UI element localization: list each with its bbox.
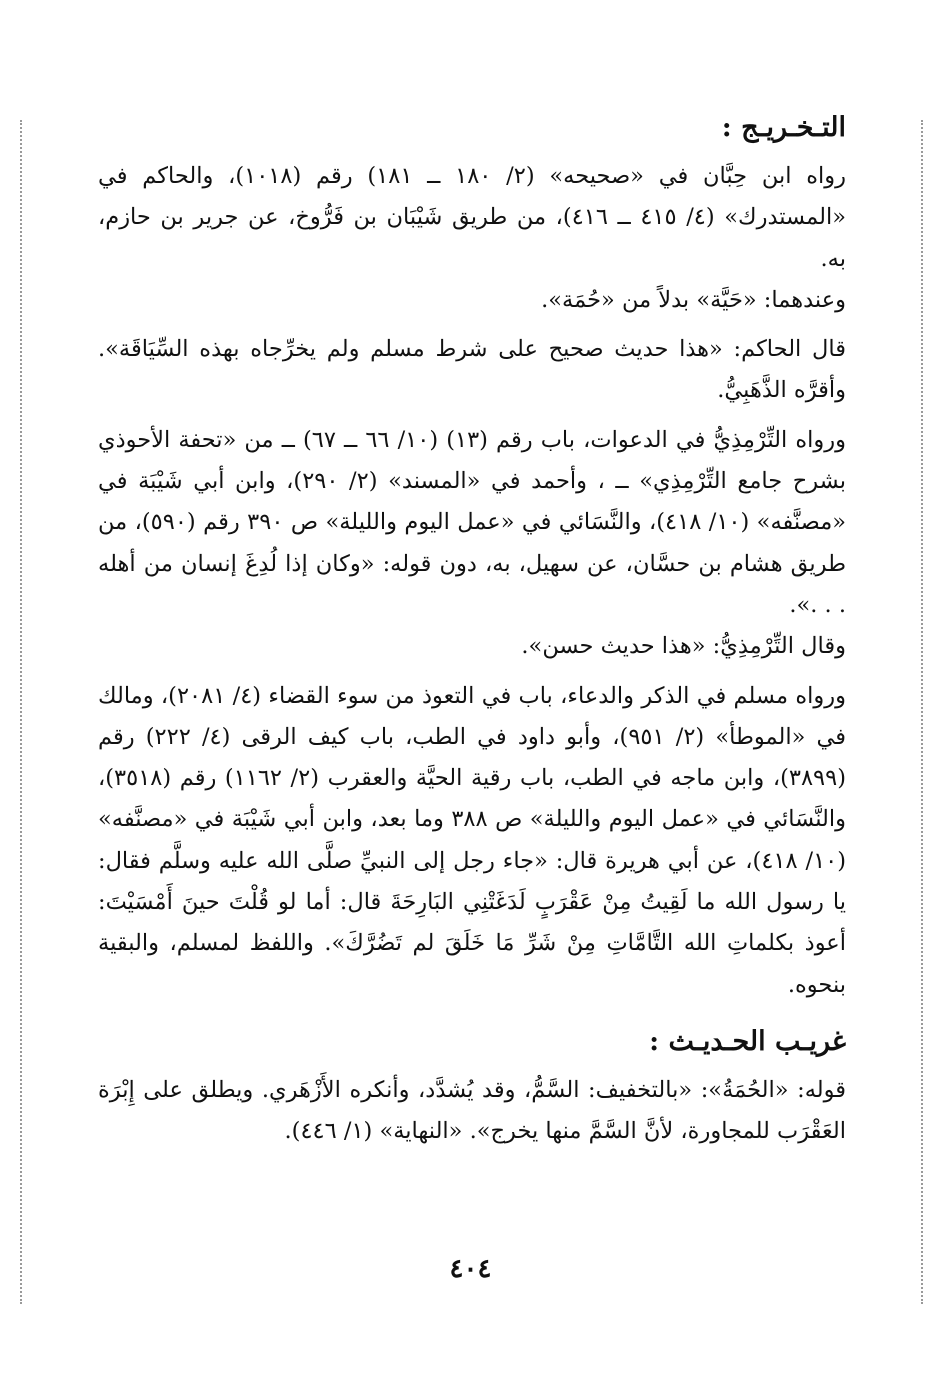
- section-heading-takhrij: التـخـريـج :: [721, 112, 846, 143]
- paragraph-muslim-narration: ورواه مسلم في الذكر والدعاء، باب في التعوذ من سوء القضاء (٤/ ٢٠٨١)، ومالك في «الموطأ» (٢/ ٩٥١)، وأبو داود في الطب، باب كيف الرقى (٤/ ٢٢٢) رقم (٣٨٩٩)، وابن ماجه في الطب، باب رقية الحيَّة والعقرب (٢/ ١١٦٢) رقم (٣٥١٨)، والنَّسَائي في «عمل اليوم والليلة» ص ٣٨٨ وما بعد، وابن أبي شَيْبَة في «مصنَّفه» (١٠/ ٤١٨)، عن أبي هريرة قال: «جاء رجل إلى النبيِّ صلَّى الله عليه وسلَّم فقال: يا رسول الله ما لَقِيتُ مِنْ عَقْرَبٍ لَدَغَتْنِي البَارِحَةَ قال: أما لو قُلْتَ حينَ أَمْسَيْتَ: أعوذ بكلماتِ الله التَّامَّاتِ مِنْ شَرِّ مَا خَلَقَ لم تَضُرَّكَ». واللفظ لمسلم، والبقية بنحوه.: [98, 682, 847, 998]
- paragraph-hakim-grading: قال الحاكم: «هذا حديث صحيح على شرط مسلم ولم يخرِّجاه بهذه السِّيَاقَة». وأقرَّه الذَّهَبِيُّ.: [98, 336, 846, 404]
- book-page: [98, 108, 846, 1153]
- paragraph-ibn-hibban: رواه ابن حِبَّان في «صحيحه» (٢/ ١٨٠ ــ ١٨١) رقم (١٠١٨)، والحاكم في «المستدرك» (٤/ ٤١٥ ــ ٤١٦)، من طريق شَيْبَان بن فَرُّوخ، عن جرير بن حازم، به.: [98, 163, 846, 272]
- section-heading-gharib: غريـب الحـديـث :: [649, 1025, 846, 1057]
- right-margin-dots: [921, 120, 923, 1304]
- paragraph-tirmidhi-grading: وقال التِّرْمِذِيُّ: «هذا حديث حسن».: [521, 633, 846, 660]
- page-number: ٤٠٤: [449, 1254, 492, 1284]
- paragraph-gharib-definition: قوله: «الحُمَةُ»: «بالتخفيف: السَّمُّ، وقد يُشدَّد، وأنكره الأَزْهَري. ويطلق على إِبْرَة العَقْرَب للمجاورة، لأنَّ السَّمَّ منها يخرج». «النهاية» (١/ ٤٤٦).: [98, 1076, 846, 1145]
- paragraph-tirmidhi-narration: ورواه التِّرْمِذِيُّ في الدعوات، باب رقم (١٣) (١٠/ ٦٦ ــ ٦٧) ــ من «تحفة الأحوذي بشرح جامع التِّرْمِذِي» ــ ، وأحمد في «المسند» (٢/ ٢٩٠)، وابن أبي شَيْبَة في «مصنَّفه» (١٠/ ٤١٨)، والنَّسَائي في «عمل اليوم والليلة» ص ٣٩٠ رقم (٥٩٠)، من طريق هشام بن حسَّان، عن سهيل، به، دون قوله: «وكان إذا لُدِغَ إنسان من أهله . . .».: [98, 426, 847, 618]
- paragraph-wording-note: وعندهما: «حَيَّة» بدلاً من «حُمَة».: [541, 286, 846, 313]
- left-margin-dots: [20, 120, 22, 1304]
